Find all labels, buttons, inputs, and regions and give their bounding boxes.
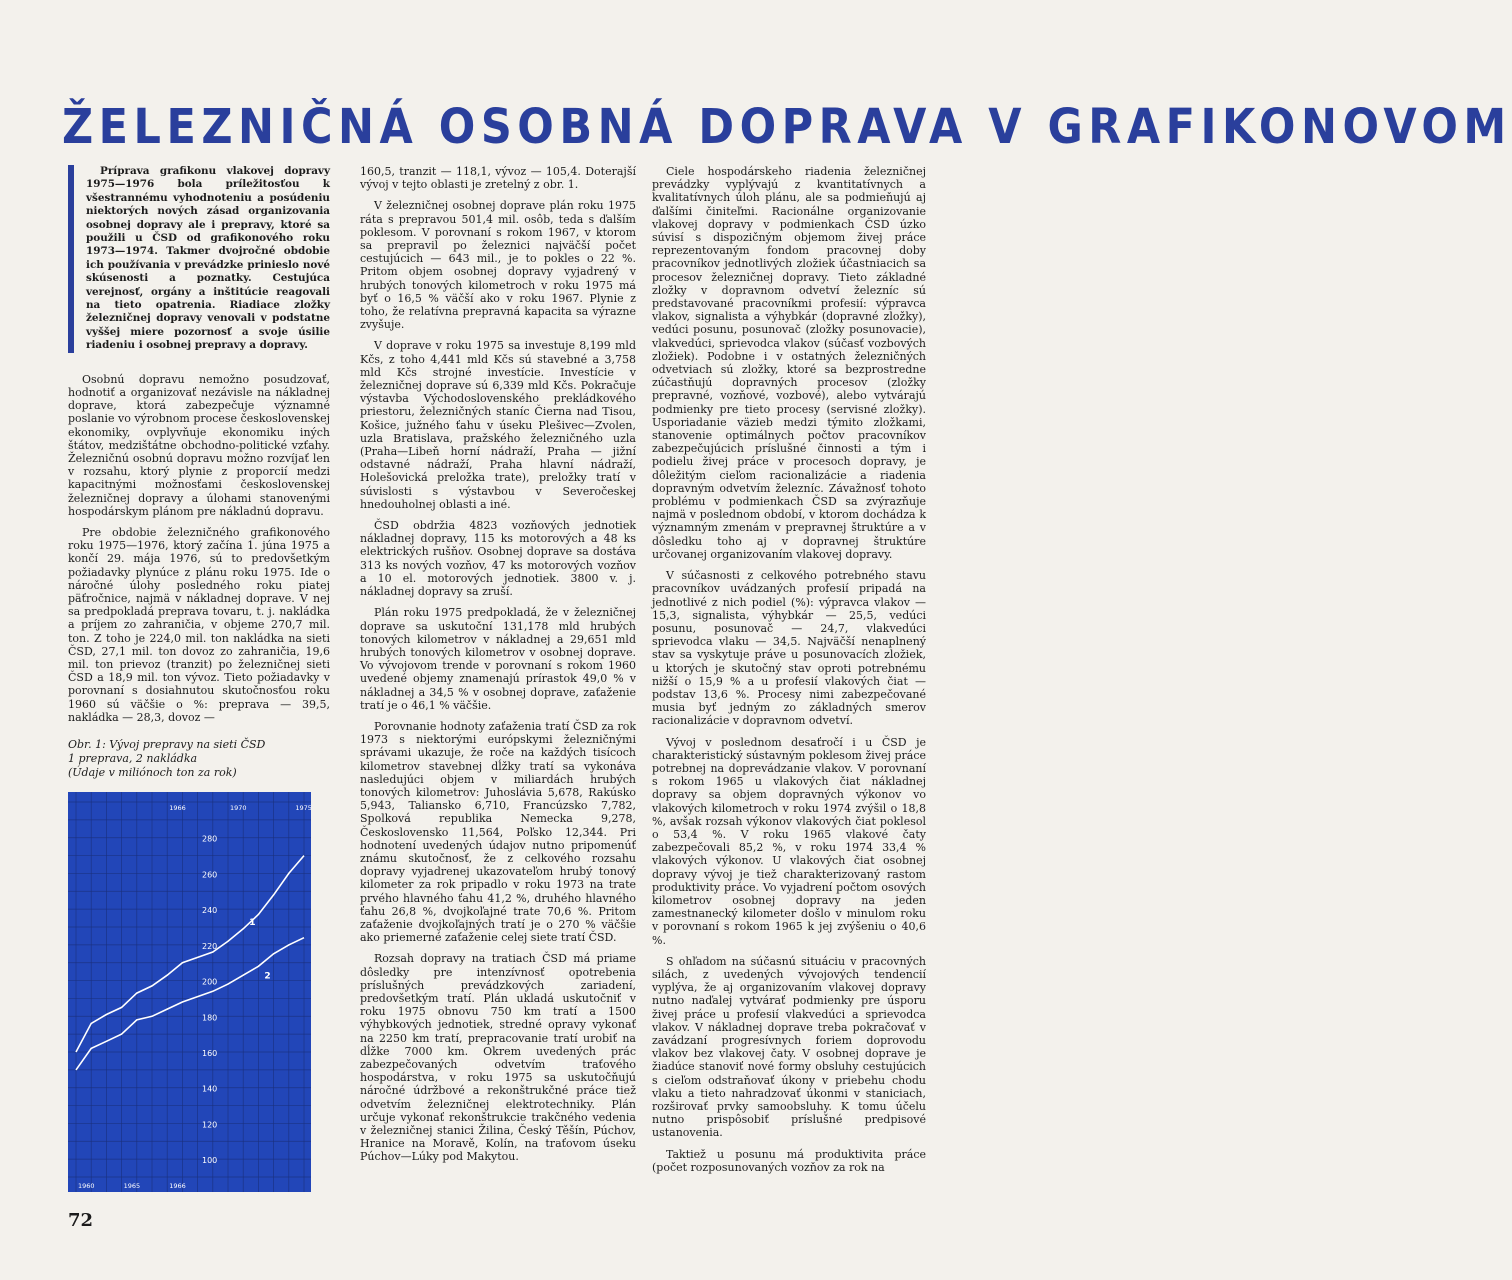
article-title: ŽELEZNIČNÁ OSOBNÁ DOPRAVA V GRAFIKONOVOM [62,99,1512,156]
caption-line: 1 preprava, 2 nakládka [68,751,198,765]
series-label: 1 [249,917,256,928]
x-tick-label: 1966 [169,804,186,812]
y-tick-label: 120 [202,1120,218,1130]
body-paragraph: Pre obdobie železničného grafikonového roku 1975—1976, ktorý začína 1. júna 1975 a končí 29. mája 1976, sú to predovšetkým požiadavky plynúce z plánu roku 1975. Ide o náročné úlohy posledného roku piatej päťročnice, najmä v nákladnej doprave. V nej sa predpokladá preprava tovaru, t. j. nakládka a príjem zo zahraničia, v objeme 270,7 mil. ton. Z toho je 224,0 mil. ton nakládka na sieti ČSD, 27,1 mil. ton dovoz zo zahraničia, 19,6 mil. ton prievoz (tranzit) po železničnej sieti ČSD a 18,9 mil. ton vývoz. Tieto požiadavky v porovnaní s dosiahnutou skutočnosťou roku 1960 sú väčšie o %: preprava — 39,5, nakládka — 28,3, dovoz — [68,525,330,724]
body-paragraph: Porovnanie hodnoty zaťaženia tratí ČSD za rok 1973 s niektorými európskymi železničnými správami ukazuje, že roče na každých tisícoch kilometrov stavebnej dĺžky tratí sa vykonáva nasledujúci objem v miliardách hrubých tonových kilometrov: Juhoslávia 5,678, Rakúsko 5,943, Taliansko 6,710, Francúzsko 7,782, Spolková republika Nemecka 9,278, Československo 11,564, Poľsko 12,344. Pri hodnotení uvedených údajov nutno pripomenúť známu skutočnosť, že z celkového rozsahu dopravy vyjadrenej ukazovateľom hrubý tonový kilometer za rok pripadlo v roku 1973 na trate prvého hlavného ťahu 41,2 %, druhého hlavného ťahu 26,8 %, dvojkoľajné trate 70,6 %. Pritom zaťaženie dvojkoľajných tratí je o 270 % väčšie ako priemerné zaťaženie celej siete tratí ČSD. [360,719,636,945]
body-paragraph: Rozsah dopravy na tratiach ČSD má priame dôsledky pre intenzívnosť opotrebenia príslušných prevádzkových zariadení, predovšetkým tratí. Plán ukladá uskutočniť v roku 1975 obnovu 750 km tratí a 1500 výhybkových jednotiek, stredné opravy vykonať na 2250 km tratí, prepracovanie tratí urobiť na dĺžke 7000 km. Okrem uvedených prác zabezpečovaných odvetvím traťového hospodárstva, v roku 1975 sa uskutočňujú náročné údržbové a rekonštrukčné práce tiež odvetvím železničnej elektrotechniky. Plán určuje vykonať rekonštrukcie trakčného vedenia v železničnej stanici Žilina, Český Těšín, Púchov, Hranice na Moravě, Kolín, na traťovom úseku Púchov—Lúky pod Makytou. [360,952,636,1164]
body-paragraph: Ciele hospodárskeho riadenia železničnej prevádzky vyplývajú z kvantitatívnych a kvalitatívnych úloh plánu, ale sa podmieňujú aj ďalšími činiteľmi. Racionálne organizovanie vlakovej dopravy v podmienkach ČSD úzko súvisí s dispozičným objemom živej práce reprezentovaným fondom pracovnej doby pracovníkov jednotlivých zložiek účastniacich sa procesov železničnej dopravy. Tieto základné zložky v dopravnom odvetví železníc sú predstavované pracovníkmi profesií: výpravca vlakov, signalista a výhybkár (dopravné zložky), vedúci posunu, posunovač (zložky posunovacie), vlakvedúci, sprievodca vlakov (súčasť vozbových zložiek). Podobne i v ostatných železničných odvetviach sú zložky, ktoré sa bezprostredne zúčastňujú dopravných procesov (zložky prepravné, vozňové, vozbové), alebo vytvárajú podmienky pre tieto procesy (servisné zložky). Usporiadanie väzieb medzi týmito zložkami, stanovenie optimálnych počtov pracovníkov zabezpečujúcich príslušné činnosti a tým i podielu živej práce v procesoch dopravy, je dôležitým cieľom racionalizácie a riadenia dopravným odvetvím železníc. Závažnosť tohoto problému v podmienkach ČSD sa zvýrazňuje najmä v poslednom období, v ktorom dochádza k významným zmenám v prepravnej štruktúre a v dôsledku toho aj v dopravnej štruktúre určovanej organizovaním vlakovej dopravy. [652,165,926,561]
body-paragraph: S ohľadom na súčasnú situáciu v pracovných silách, z uvedených vývojových tendencií vyplýva, že aj organizovaním vlakovej dopravy nutno naďalej vytvárať podmienky pre úsporu živej práce u profesií vlakvedúci a sprievodca vlakov. V nákladnej doprave treba pokračovať v zavádzaní progresívnych foriem doprovodu vlakov bez vlakovej čaty. V osobnej doprave je žiadúce stanoviť nové formy obsluhy cestujúcich s cieľom odstraňovať úkony v priebehu chodu vlaku a tieto nahradzovať úkonmi v staniciach, rozširovať prvky samoobsluhy. K tomu účelu nutno prispôsobiť príslušné predpisové ustanovenia. [652,954,926,1140]
y-tick-label: 280 [202,834,218,844]
y-tick-label: 200 [202,977,218,987]
transport-chart [68,792,311,1192]
body-paragraph: Vývoj v poslednom desaťročí i u ČSD je charakteristický sústavným poklesom živej práce potrebnej na doprevádzanie vlakov. V porovnaní s rokom 1965 u vlakových čiat nákladnej dopravy sa objem dopravných výkonov vo vlakových kilometroch v roku 1974 zvýšil o 18,8 %, avšak rozsah výkonov vlakových čiat poklesol o 53,4 %. V roku 1965 vlakové čaty zabezpečovali 85,2 %, v roku 1974 33,4 % vlakových výkonov. U vlakových čiat osobnej dopravy vývoj je tiež charakterizovaný rastom produktivity práce. Vo vyjadrení počtom osových kilometrov osobnej dopravy na jeden zamestnanecký kilometer došlo v minulom roku v porovnaní s rokom 1965 k jej zvýšeniu o 40,6 %. [652,735,926,947]
series-label: 2 [264,971,271,982]
column-2 [360,165,636,1172]
column-3 [652,165,926,1182]
y-tick-label: 220 [202,941,218,951]
y-tick-label: 260 [202,870,218,880]
intro-paragraph [68,165,330,353]
caption-line: Obr. 1: Vývoj prepravy na sieti ČSD [68,737,266,751]
page-number: 72 [68,1210,94,1231]
x-tick-label: 1965 [123,1182,141,1190]
y-tick-label: 180 [202,1013,218,1023]
caption-line: (Údaje v miliónoch ton za rok) [68,765,237,779]
intro-text: Príprava grafikonu vlakovej dopravy 1975—1976 bola príležitosťou k všestrannému vyhodnoteniu a posúdeniu niektorých nových zásad organizovania osobnej dopravy ale i prepravy, ktoré sa použili u ČSD od grafikonového roku 1973—1974. Takmer dvojročné obdobie ich používania v prevádzke prinieslo nové skúsenosti a poznatky. Cestujúca verejnosť, orgány a inštitúcie reagovali na tieto opatrenia. Riadiace zložky železničnej dopravy venovali v podstatne vyššej miere pozornosť a svoje úsilie riadeniu i osobnej prepravy a dopravy. [86,165,330,352]
figure-caption [68,738,330,780]
chart-background [68,792,311,1192]
body-paragraph: V železničnej osobnej doprave plán roku 1975 ráta s prepravou 501,4 mil. osôb, teda s ďalším poklesom. V porovnaní s rokom 1967, v ktorom sa prepravil po železnici najväčší počet cestujúcich — 643 mil., je to pokles o 22 %. Pritom objem osobnej dopravy vyjadrený v hrubých tonových kilometroch v roku 1975 má byť o 16,5 % väčší ako v roku 1967. Plynie z toho, že relatívna prepravná kapacita sa výrazne zvyšuje. [360,199,636,332]
x-tick-label: 1966 [169,1182,186,1190]
body-paragraph: ČSD obdržia 4823 vozňových jednotiek nákladnej dopravy, 115 ks motorových a 48 ks elektrických rušňov. Osobnej doprave sa dostáva 313 ks nových vozňov, 47 ks motorových vozňov a 10 el. motorových jednotiek. 3800 v. j. nákladnej dopravy sa zruší. [360,519,636,599]
y-tick-label: 240 [202,906,218,916]
body-paragraph: Osobnú dopravu nemožno posudzovať, hodnotiť a organizovať nezávisle na nákladnej doprave, ktorá zabezpečuje významné poslanie vo výrobnom procese československej ekonomiky, ovplyvňuje ekonomiku iných štátov, medzištátne obchodno-politické vzťahy. Železničnú osobnú dopravu možno rozvíjať len v rozsahu, ktorý plynie z proporcií medzi kapacitnými možnosťami československej železničnej dopravy a úlohami stanovenými hospodárskym plánom pre nákladnú dopravu. [68,372,330,518]
body-paragraph: V doprave v roku 1975 sa investuje 8,199 mld Kčs, z toho 4,441 mld Kčs sú stavebné a 3,758 mld Kčs strojné investície. Investície v železničnej doprave sú 6,339 mld Kčs. Pokračuje výstavba Východoslovenského prekládkového priestoru, železničných staníc Čierna nad Tisou, Košice, južného ťahu v úseku Plešivec—Zvolen, uzla Bratislava, pražského železničného uzla (Praha—Libeň horní nádraží, Praha — jižní odstavné nádraží, Praha hlavní nádraží, Holešovická preložka trate), preložky tratí v súvislosti s výstavbou v Severočeskej hnedouholnej oblasti a iné. [360,339,636,511]
body-paragraph: Taktiež u posunu má produktivita práce (počet rozposunovaných vozňov za rok na [652,1147,926,1174]
body-paragraph: Plán roku 1975 predpokladá, že v železničnej doprave sa uskutoční 131,178 mld hrubých tonových kilometrov v nákladnej a 29,651 mld hrubých tonových kilometrov v osobnej doprave. Vo vývojovom trende v porovnaní s rokom 1960 uvedené objemy znamenajú prírastok 49,0 % v nákladnej a 34,5 % v osobnej doprave, zaťaženie tratí je o 46,1 % väčšie. [360,606,636,712]
y-tick-label: 100 [202,1156,218,1166]
x-tick-label: 1960 [78,1182,95,1190]
x-tick-label: 1970 [230,804,247,812]
x-tick-label: 1975 [295,804,312,812]
column-1 [68,165,330,780]
body-paragraph: V súčasnosti z celkového potrebného stavu pracovníkov uvádzaných profesií pripadá na jednotlivé z nich podiel (%): výpravca vlakov — 15,3, signalista, výhybkár — 25,5, vedúci posunu, posunovač — 24,7, vlakvedúci sprievodca vlaku — 34,5. Najväčší nenaplnený stav sa vyskytuje práve u posunovacích zložiek, u ktorých je skutočný stav oproti potrebnému nižší o 15,9 % a u profesií vlakových čiat — podstav 13,6 %. Procesy nimi zabezpečované musia byť jedným zo základných smerov racionalizácie v dopravnom odvetví. [652,569,926,728]
y-tick-label: 140 [202,1084,218,1094]
body-paragraph: 160,5, tranzit — 118,1, vývoz — 105,4. Doterajší vývoj v tejto oblasti je zretelný z obr. 1. [360,165,636,192]
y-tick-label: 160 [202,1049,218,1058]
